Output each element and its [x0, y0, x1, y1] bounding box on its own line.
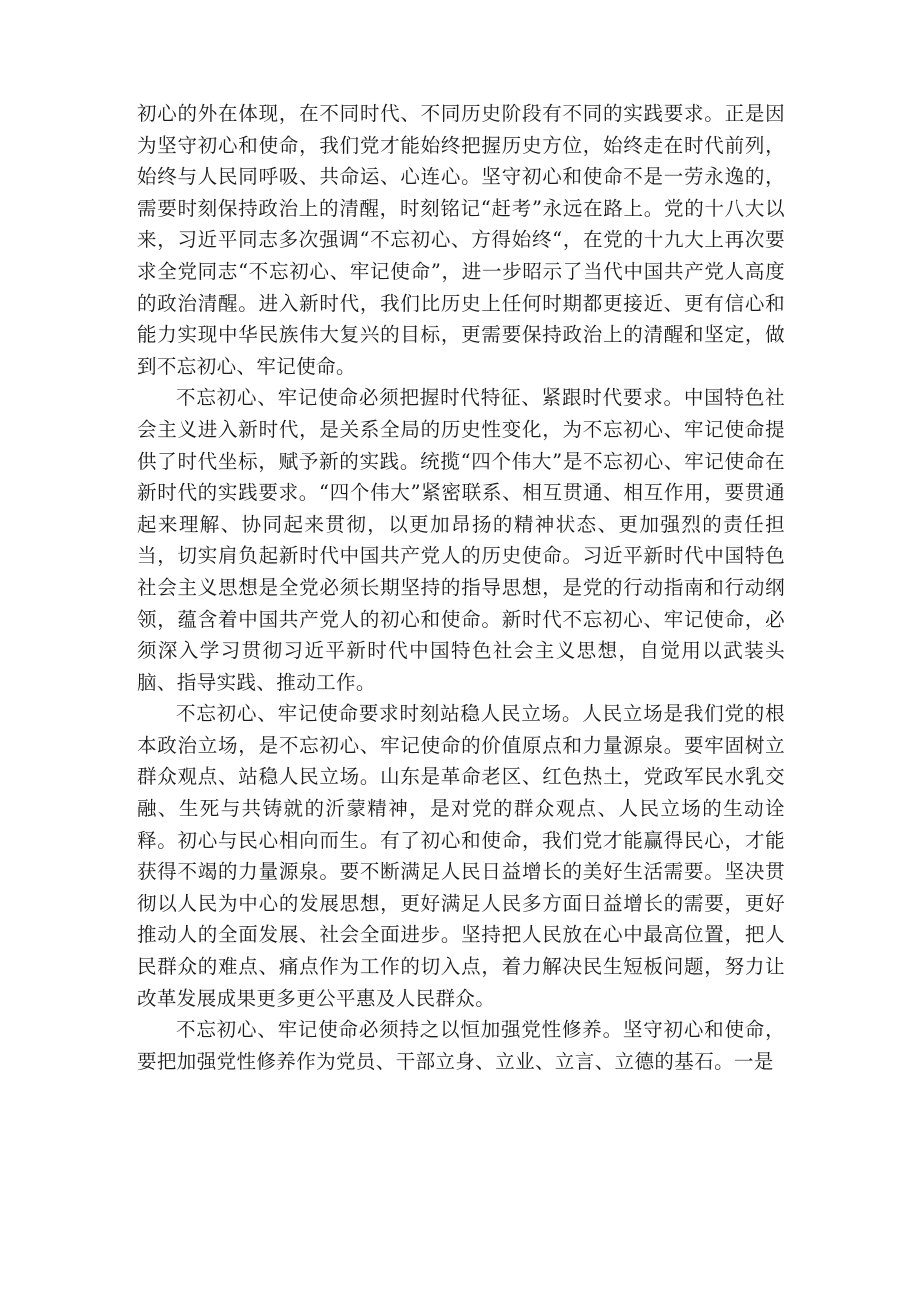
paragraph-continuation: 初心的外在体现，在不同时代、不同历史阶段有不同的实践要求。正是因为坚守初心和使命，我们党才能始终把握历史方位，始终走在时代前列，始终与人民同呼吸、共命运、心连心。坚守初心和使命不是一劳永逸的，需要时刻保持政治上的清醒，时刻铭记“赶考”永远在路上。党的十八大以来，习近平同志多次强调“不忘初心、方得始终“，在党的十九大上再次要求全党同志“不忘初心、牢记使命”，进一步昭示了当代中国共产党人高度的政治清醒。进入新时代，我们比历史上任何时期都更接近、更有信心和能力实现中华民族伟大复兴的目标，更需要保持政治上的清醒和坚定，做到不忘初心、牢记使命。 [137, 102, 785, 378]
document-body [137, 98, 785, 1077]
paragraph-party-cultivation: 不忘初心、牢记使命必须持之以恒加强党性修养。坚守初心和使命，要把加强党性修养作为党员、干部立身、立业、立言、立德的基石。一是 [137, 1018, 785, 1073]
paragraph-era-requirements: 不忘初心、牢记使命必须把握时代特征、紧跟时代要求。中国特色社会主义进入新时代，是关系全局的历史性变化，为不忘初心、牢记使命提供了时代坐标，赋予新的实践。统揽“四个伟大”是不忘初心、牢记使命在新时代的实践要求。“四个伟大”紧密联系、相互贯通、相互作用，要贯通起来理解、协同起来贯彻，以更加昂扬的精神状态、更加强烈的责任担当，切实肩负起新时代中国共产党人的历史使命。习近平新时代中国特色社会主义思想是全党必须长期坚持的指导思想，是党的行动指南和行动纲领，蕴含着中国共产党人的初心和使命。新时代不忘初心、牢记使命，必须深入学习贯彻习近平新时代中国特色社会主义思想，自觉用以武装头脑、指导实践、推动工作。 [137, 386, 785, 694]
paragraph-people-stance: 不忘初心、牢记使命要求时刻站稳人民立场。人民立场是我们党的根本政治立场，是不忘初心、牢记使命的价值原点和力量源泉。要牢固树立群众观点、站稳人民立场。山东是革命老区、红色热土，党政军民水乳交融、生死与共铸就的沂蒙精神，是对党的群众观点、人民立场的生动诠释。初心与民心相向而生。有了初心和使命，我们党才能赢得民心，才能获得不竭的力量源泉。要不断满足人民日益增长的美好生活需要。坚决贯彻以人民为中心的发展思想，更好满足人民多方面日益增长的需要，更好推动人的全面发展、社会全面进步。坚持把人民放在心中最高位置，把人民群众的难点、痛点作为工作的切入点，着力解决民生短板问题，努力让改革发展成果更多更公平惠及人民群众。 [137, 702, 785, 1010]
